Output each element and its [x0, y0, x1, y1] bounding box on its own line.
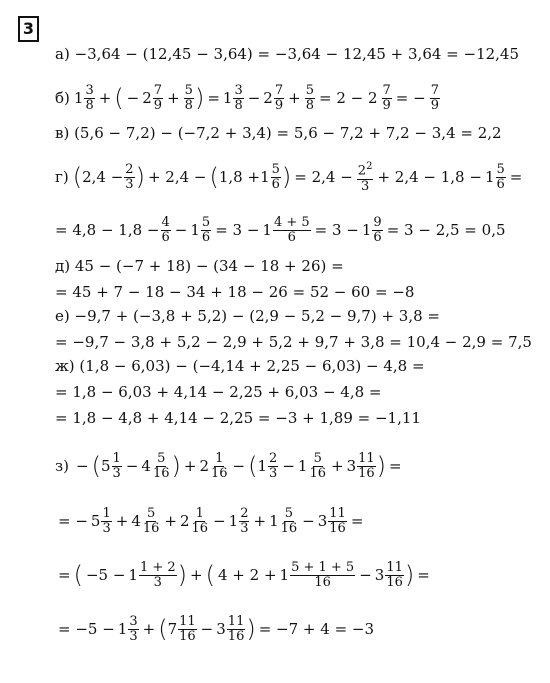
- line-zh1-text: ж) (1,8 − 6,03) − (−4,14 + 2,25 − 6,03) − 4,8 =: [55, 357, 425, 375]
- denominator: 8: [184, 97, 193, 113]
- whole: 7: [167, 620, 178, 638]
- numerator: 3: [85, 82, 94, 98]
- operator: −: [76, 457, 89, 475]
- whole: 3: [216, 620, 226, 638]
- fraction: [308, 452, 327, 481]
- number: 2,4 −: [82, 168, 124, 186]
- operator: =: [509, 168, 523, 186]
- operator: + 2,4 −: [147, 168, 207, 186]
- operator: +: [190, 566, 203, 584]
- numerator: 1: [112, 450, 121, 466]
- numerator: 1: [195, 505, 204, 521]
- whole: 2: [263, 89, 273, 107]
- paren-open: (: [73, 561, 83, 589]
- denominator: 9: [382, 97, 391, 113]
- denominator: 9: [153, 97, 163, 113]
- numerator: [357, 160, 374, 179]
- paren-open: (: [158, 615, 168, 643]
- mixed-number: [74, 84, 96, 113]
- operator: +: [183, 457, 197, 475]
- numerator: 1 + 2: [139, 559, 176, 575]
- numerator: 5: [201, 214, 211, 230]
- operator: −: [126, 89, 140, 107]
- numerator: 4 + 5: [273, 214, 310, 230]
- whole: 1: [279, 566, 290, 584]
- superscript: 2: [366, 161, 373, 173]
- numerator: 7: [382, 82, 391, 98]
- fraction: [128, 615, 138, 644]
- operator: = −: [58, 512, 88, 530]
- whole: 1: [228, 512, 239, 530]
- numerator: 5: [305, 82, 314, 98]
- task-number-badge: 3: [18, 16, 39, 42]
- whole: 3: [374, 566, 385, 584]
- whole: 2: [179, 512, 190, 530]
- numerator: 9: [373, 214, 382, 230]
- operator: −: [247, 89, 261, 107]
- numerator: 7: [430, 82, 439, 98]
- denominator: 3: [153, 574, 162, 590]
- tail-text: = 3 − 2,5 = 0,5: [386, 221, 506, 239]
- operator: + 2,4 − 1,8 −: [377, 168, 482, 186]
- paren-open: (: [91, 452, 101, 480]
- whole: 1: [297, 457, 308, 475]
- whole: 5: [101, 457, 111, 475]
- operator: −: [200, 620, 214, 638]
- fraction: [201, 216, 211, 245]
- denominator: 16: [329, 520, 346, 536]
- paren-close: ): [171, 452, 181, 480]
- tail-text: = −7 + 4 = −3: [258, 620, 375, 638]
- operator: =: [417, 566, 430, 584]
- denominator: 16: [179, 628, 196, 644]
- numerator: 7: [274, 82, 284, 98]
- numerator: 11: [227, 613, 245, 629]
- operator: +: [288, 89, 301, 107]
- numerator: 11: [329, 505, 346, 521]
- operator: −: [125, 457, 139, 475]
- whole: 1: [260, 168, 270, 186]
- line-v-text: в) (5,6 − 7,2) − (−7,2 + 3,4) = 5,6 − 7,2 + 7,2 − 3,4 = 2,2: [55, 124, 502, 142]
- denominator: 6: [373, 229, 382, 245]
- denominator: 16: [358, 465, 375, 481]
- numerator: 5: [271, 161, 280, 177]
- numerator: 11: [358, 450, 375, 466]
- denominator: 16: [280, 520, 298, 536]
- fraction: [84, 84, 94, 113]
- fraction: [305, 84, 315, 113]
- numerator: 4: [161, 214, 170, 230]
- denominator: 6: [161, 229, 170, 245]
- fraction: [280, 507, 299, 536]
- paren-open: (: [114, 84, 124, 112]
- operator: = −: [395, 89, 426, 107]
- fraction: [178, 615, 197, 644]
- operator: =: [58, 566, 71, 584]
- numerator: 1: [102, 505, 111, 521]
- operator: +: [167, 89, 180, 107]
- operator: +: [164, 512, 177, 530]
- whole: 4: [131, 512, 141, 530]
- line-d2-text: = 45 + 7 − 18 − 34 + 18 − 26 = 52 − 60 = −8: [55, 283, 415, 301]
- fraction: [112, 452, 122, 481]
- paren-close: ): [194, 84, 205, 112]
- whole: 4: [141, 457, 151, 475]
- numerator: 1: [215, 450, 224, 466]
- operator: =: [350, 512, 364, 530]
- paren-close: ): [135, 163, 145, 191]
- numerator-value: 2: [357, 163, 367, 179]
- denominator: 3: [125, 176, 134, 192]
- operator: +: [253, 512, 267, 530]
- paren-open: (: [205, 561, 215, 589]
- whole: 2: [199, 457, 209, 475]
- denominator: 16: [211, 465, 228, 481]
- paren-close: ): [246, 615, 256, 643]
- operator: =: [389, 457, 402, 475]
- whole: 1: [73, 89, 84, 107]
- operator: =: [207, 89, 220, 107]
- fraction: [184, 84, 194, 113]
- fraction: [153, 84, 163, 113]
- numerator: 5: [313, 450, 322, 466]
- line-zh2-text: = 1,8 − 6,03 + 4,14 − 2,25 + 6,03 − 4,8 =: [55, 383, 382, 401]
- solution-line-g: [55, 157, 525, 197]
- paren-close: ): [376, 452, 387, 480]
- solution-line-g2: [55, 210, 509, 250]
- tail-text: = 2 − 2: [318, 89, 378, 107]
- paren-close: ): [281, 163, 292, 191]
- whole: 1: [269, 512, 279, 530]
- numerator: 3: [129, 613, 138, 629]
- whole: 1: [262, 221, 272, 239]
- denominator: 8: [85, 97, 94, 113]
- operator: +: [142, 620, 156, 638]
- solution-line-v: [55, 113, 502, 153]
- fraction: [233, 84, 243, 113]
- whole: 3: [317, 512, 328, 530]
- whole: 1: [257, 457, 268, 475]
- line-zh3-text: = 1,8 − 4,8 + 4,14 − 2,25 = −3 + 1,89 = −1,11: [55, 409, 421, 427]
- operator: −: [213, 512, 226, 530]
- fraction: [101, 507, 111, 536]
- operator: −: [282, 457, 295, 475]
- denominator: 3: [112, 465, 121, 481]
- denominator: 8: [305, 97, 314, 113]
- operator: −: [302, 512, 315, 530]
- denominator: 9: [274, 97, 284, 113]
- line-a-text: а) −3,64 − (12,45 − 3,64) = −3,64 − 12,45 + 3,64 = −12,45: [55, 45, 520, 63]
- operator: = −5 −: [58, 620, 115, 638]
- denominator: 16: [152, 465, 170, 481]
- denominator: 16: [314, 574, 331, 590]
- denominator: 8: [234, 97, 243, 113]
- whole: 1: [190, 221, 200, 239]
- line-e1-text: е) −9,7 + (−3,8 + 5,2) − (2,9 − 5,2 − 9,7) + 3,8 =: [55, 307, 440, 325]
- fraction: [142, 507, 161, 536]
- solution-line-b: [55, 78, 441, 118]
- numerator: 5: [284, 505, 294, 521]
- solution-line-z1: [55, 446, 405, 486]
- fraction: [152, 452, 171, 481]
- denominator: 3: [240, 520, 249, 536]
- fraction: [274, 84, 284, 113]
- denominator: 16: [386, 574, 403, 590]
- numerator: 2: [240, 505, 249, 521]
- numerator: 2: [125, 161, 134, 177]
- numerator: 3: [234, 82, 243, 98]
- fraction: [139, 561, 177, 590]
- paren-open: (: [209, 163, 219, 191]
- operator: −5 −: [85, 566, 126, 584]
- fraction: [273, 216, 311, 245]
- whole: 1: [484, 168, 495, 186]
- line-z-label: з): [55, 457, 70, 475]
- fraction: [191, 507, 210, 536]
- fraction: [271, 163, 281, 192]
- numerator: 5: [157, 450, 166, 466]
- fraction: [496, 163, 506, 192]
- numerator: 5 + 1 + 5: [291, 559, 355, 575]
- fraction: [124, 163, 134, 192]
- whole: 1: [117, 620, 128, 638]
- operator: −: [232, 457, 246, 475]
- operator: +: [331, 457, 344, 475]
- line-g-label: г): [55, 168, 69, 186]
- numerator: 11: [179, 613, 196, 629]
- operator: +: [115, 512, 129, 530]
- line-g2-prefix: = 4,8 − 1,8 −: [55, 221, 160, 239]
- denominator: 16: [227, 628, 245, 644]
- number: 1,8 +: [218, 168, 261, 186]
- denominator: 3: [102, 520, 111, 536]
- denominator: 6: [496, 176, 505, 192]
- paren-open: (: [248, 452, 258, 480]
- fraction: [385, 561, 404, 590]
- denominator: 3: [269, 465, 278, 481]
- denominator: 6: [201, 229, 211, 245]
- denominator: 6: [287, 229, 296, 245]
- fraction: [210, 452, 229, 481]
- operator: 4 + 2 +: [217, 566, 277, 584]
- numerator: 5: [496, 161, 505, 177]
- numerator: 7: [153, 82, 163, 98]
- denominator: 16: [309, 465, 326, 481]
- fraction: [357, 452, 376, 481]
- paren-open: (: [72, 163, 83, 191]
- denominator: 16: [191, 520, 209, 536]
- whole: 2: [142, 89, 152, 107]
- line-d1-text: д) 45 − (−7 + 18) − (34 − 18 + 26) =: [55, 257, 344, 275]
- solution-line-z2: [55, 501, 366, 541]
- paren-close: ): [177, 561, 188, 589]
- denominator: 3: [360, 178, 370, 194]
- operator: = 3 −: [215, 221, 260, 239]
- fraction: [239, 507, 249, 536]
- whole: 1: [361, 221, 372, 239]
- fraction: [382, 84, 392, 113]
- denominator: 9: [430, 97, 439, 113]
- fraction: [227, 615, 246, 644]
- paren-close: ): [404, 561, 415, 589]
- fraction: [328, 507, 347, 536]
- fraction: [290, 561, 355, 590]
- operator: −: [359, 566, 372, 584]
- denominator: 3: [129, 628, 138, 644]
- solution-line-z3: [55, 555, 433, 595]
- operator: +: [98, 89, 112, 107]
- denominator: 16: [142, 520, 160, 536]
- numerator: 2: [269, 450, 278, 466]
- line-e2-text: = −9,7 − 3,8 + 5,2 − 2,9 + 5,2 + 9,7 + 3,8 = 10,4 − 2,9 = 7,5: [55, 333, 532, 351]
- fraction: [161, 216, 171, 245]
- numerator: 5: [184, 82, 193, 98]
- fraction: [372, 216, 382, 245]
- whole: 1: [128, 566, 138, 584]
- whole: 5: [90, 512, 101, 530]
- fraction: [357, 160, 374, 193]
- whole: 1: [222, 89, 233, 107]
- numerator: 5: [146, 505, 156, 521]
- denominator: 6: [271, 176, 280, 192]
- numerator: 11: [386, 559, 403, 575]
- line-b-label: б): [55, 89, 70, 107]
- fraction: [268, 452, 278, 481]
- operator: −: [174, 221, 188, 239]
- fraction: [430, 84, 440, 113]
- solution-line-z4: [55, 609, 377, 649]
- solution-line-zh3: [55, 398, 421, 438]
- operator: = 2,4 −: [294, 168, 353, 186]
- operator: = 3 −: [314, 221, 359, 239]
- solution-line-a: [55, 34, 519, 74]
- whole: 3: [346, 457, 357, 475]
